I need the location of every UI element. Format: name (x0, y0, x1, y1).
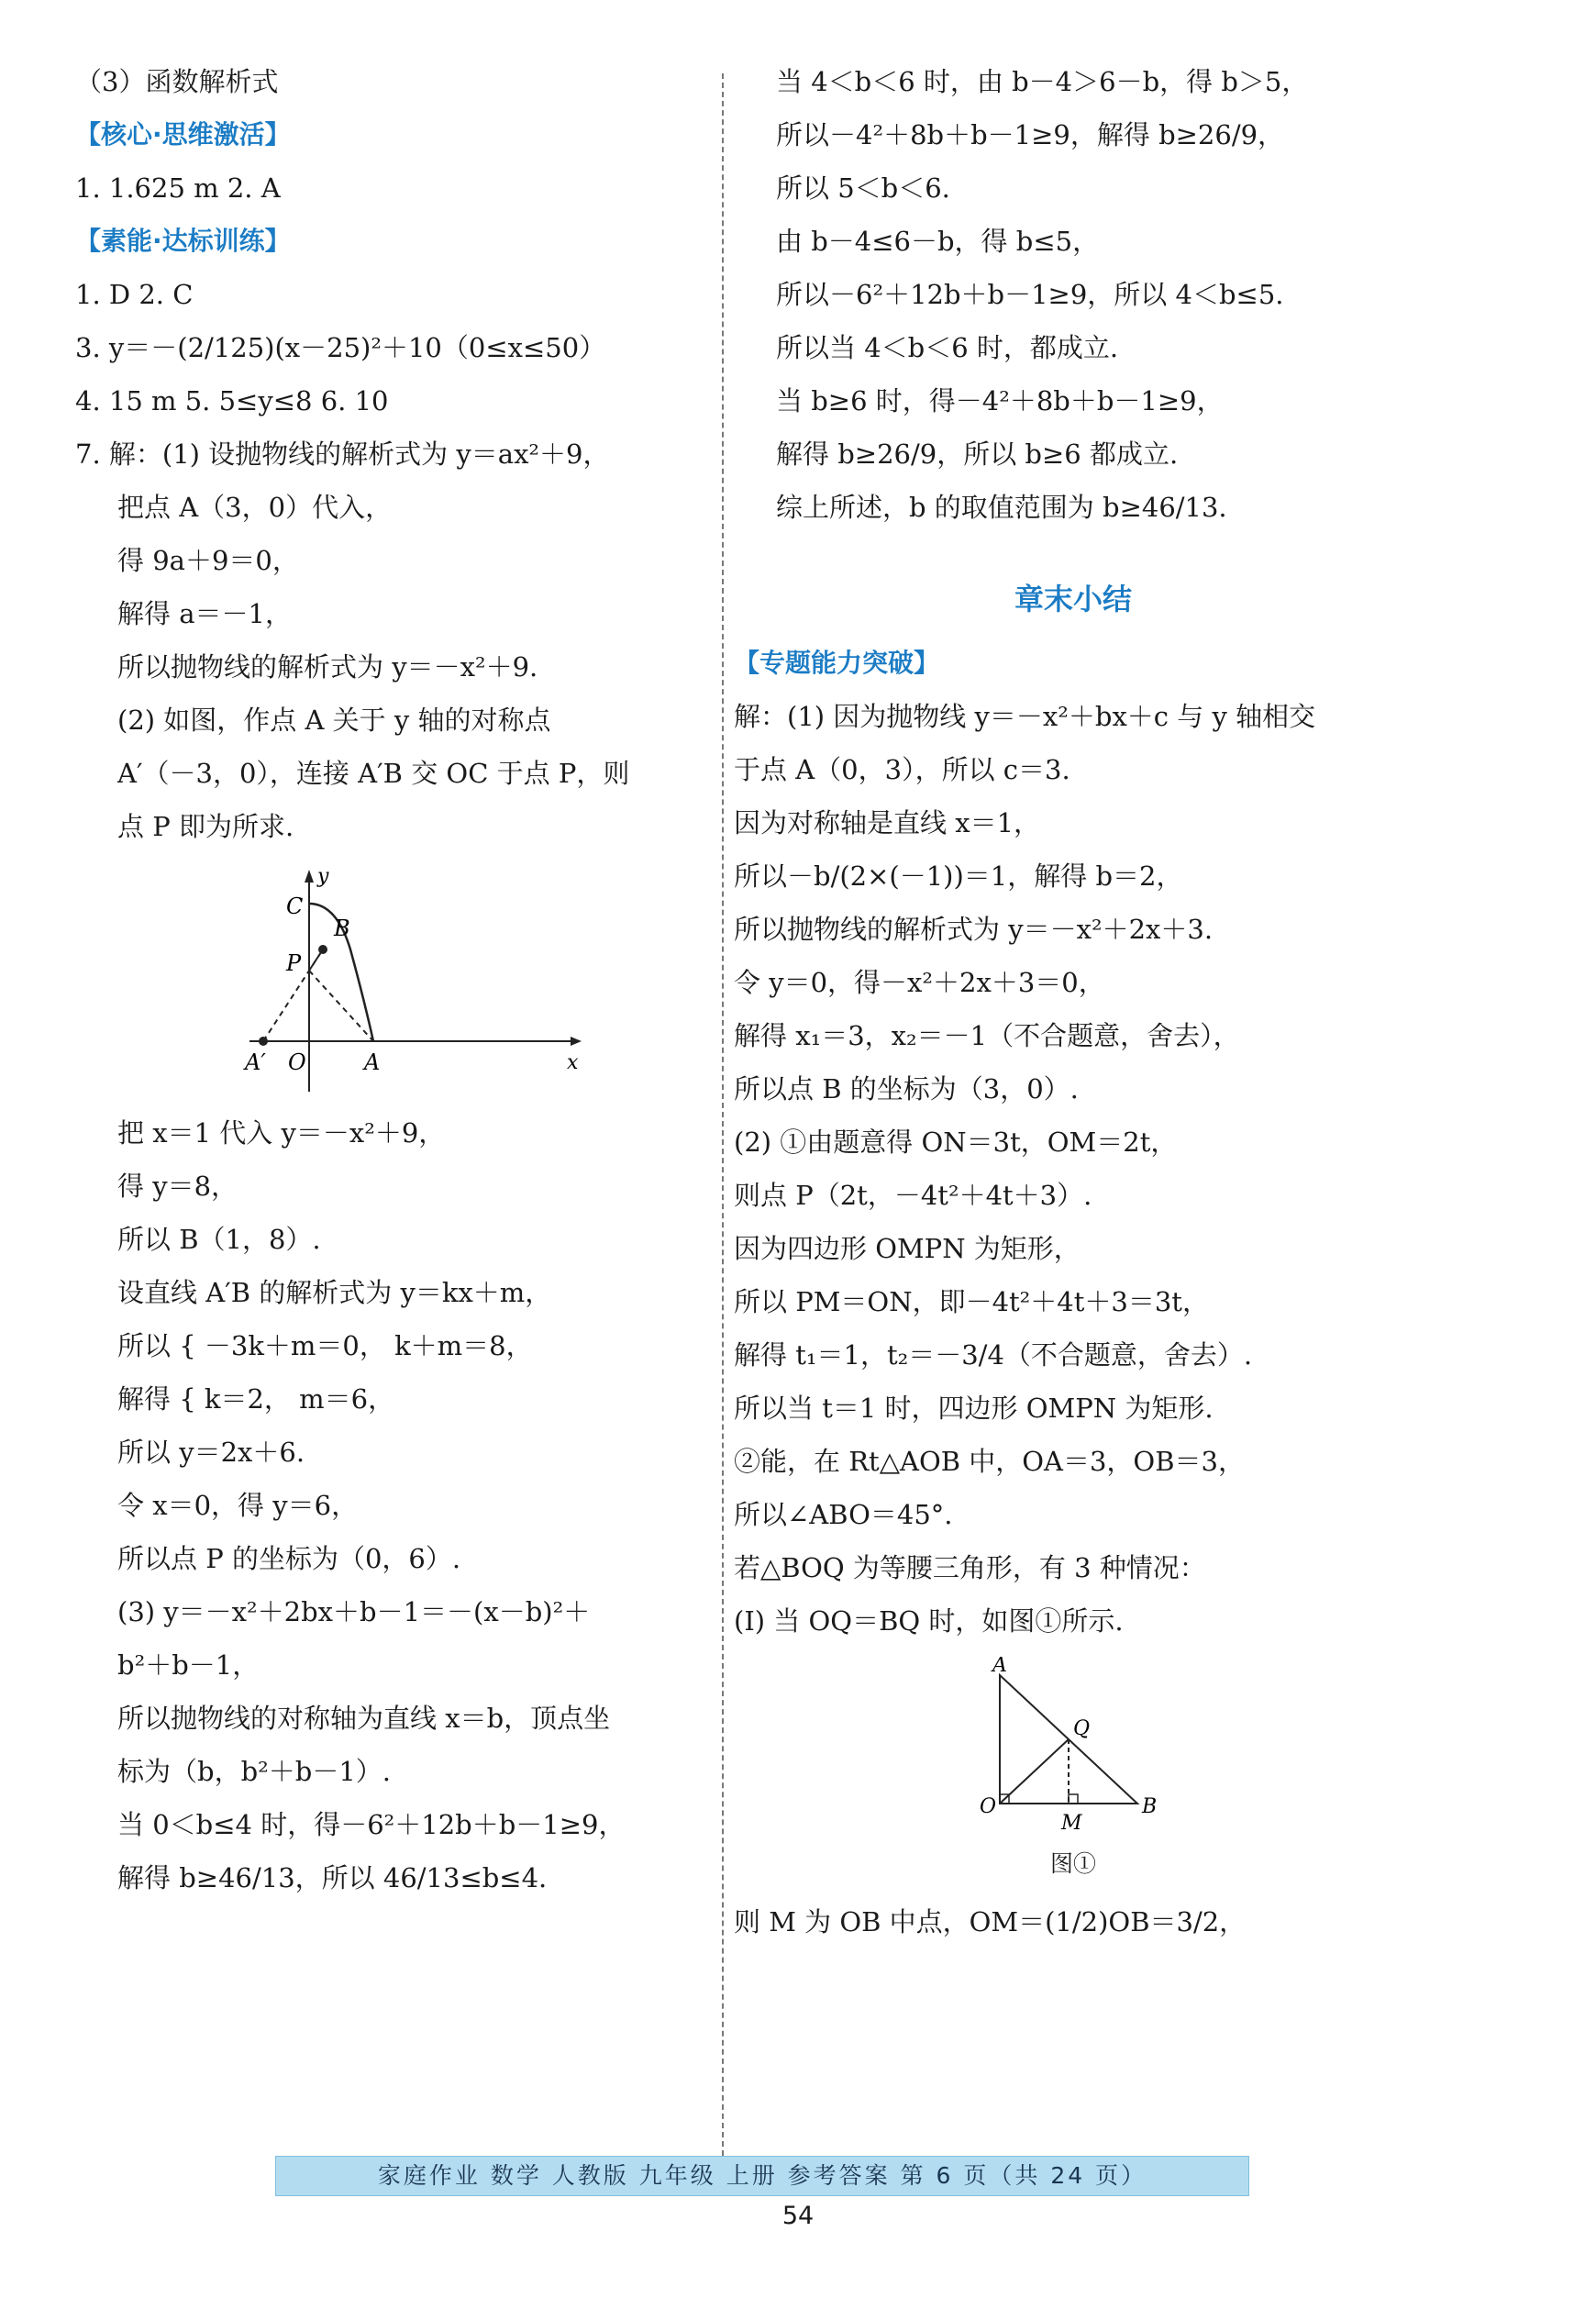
text-line: 当 0＜b≤4 时，得－6²＋12b＋b－1≥9， (117, 1809, 626, 1840)
footer-banner: 家庭作业 数学 人教版 九年级 上册 参考答案 第 6 页（共 24 页） (275, 2156, 1249, 2196)
text-line: ②能，在 Rt△AOB 中，OA＝3，OB＝3， (734, 1446, 1245, 1477)
text-line: (Ⅰ) 当 OQ＝BQ 时，如图①所示. (734, 1605, 1124, 1637)
text-line: 若△BOQ 为等腰三角形，有 3 种情况： (734, 1552, 1206, 1583)
text-line: 所以抛物线的对称轴为直线 x＝b，顶点坐 (117, 1703, 611, 1734)
text-line: 所以点 B 的坐标为（3，0）. (734, 1073, 1079, 1105)
text-line: 所以 PM＝ON，即－4t²＋4t＋3＝3t， (734, 1286, 1209, 1317)
text-line: （3）函数解析式 (75, 66, 279, 97)
text-line: 综上所述，b 的取值范围为 b≥46/13. (776, 492, 1227, 523)
text-line: 标为（b，b²＋b－1）. (117, 1756, 391, 1787)
right-text-block-2 (734, 637, 1413, 1648)
text-line: 所以点 P 的坐标为（0，6）. (117, 1543, 461, 1574)
label-o: O (288, 1049, 306, 1075)
text-line: 当 b≥6 时，得－4²＋8b＋b－1≥9， (776, 385, 1224, 416)
text-line: 所以 5＜b＜6. (776, 172, 950, 204)
text-line: 点 P 即为所求. (117, 811, 294, 842)
text-line: 当 4＜b＜6 时，由 b－4＞6－b，得 b＞5， (776, 66, 1309, 97)
text-line: 令 y＝0，得－x²＋2x＋3＝0， (734, 967, 1105, 998)
section-title: 章末小结 (1014, 582, 1132, 616)
point-b (318, 945, 327, 954)
text-line: 解得 a＝－1， (117, 598, 292, 629)
text-line: 所以当 4＜b＜6 时，都成立. (776, 332, 1119, 363)
label-m: M (1061, 1812, 1082, 1835)
text-line: 【专题能力突破】 (734, 648, 940, 678)
text-line: 于点 A（0，3），所以 c＝3. (734, 754, 1070, 785)
parabola-figure (222, 862, 699, 1101)
text-line: 解得 x₁＝3，x₂＝－1（不合题意，舍去）， (734, 1020, 1240, 1051)
label-p: P (286, 950, 302, 976)
page-number: 54 (781, 2202, 815, 2230)
text-line: 所以当 t＝1 时，四边形 OMPN 为矩形. (734, 1393, 1214, 1424)
text-line: 得 9a＋9＝0， (117, 545, 299, 576)
text-line: 由 b－4≤6－b，得 b≤5， (776, 226, 1100, 257)
text-line: 所以 B（1，8）. (117, 1224, 321, 1255)
text-line: 解得 { k＝2， m＝6， (117, 1383, 395, 1415)
left-column (75, 55, 717, 1904)
text-line: b²＋b－1， (117, 1649, 260, 1681)
x-axis-arrow-icon (571, 1037, 582, 1046)
right-column (734, 55, 1413, 1948)
text-line: 3. y＝－(2/125)(x－25)²＋10（0≤x≤50） (75, 332, 606, 363)
text-line: A′（－3，0），连接 A′B 交 OC 于点 P，则 (117, 758, 630, 789)
text-line: 所以抛物线的解析式为 y＝－x²＋9. (117, 651, 538, 683)
text-line: 得 y＝8， (117, 1171, 238, 1202)
point-a1 (259, 1037, 268, 1046)
text-line: 令 x＝0，得 y＝6， (117, 1490, 359, 1521)
text-line: 则点 P（2t，－4t²＋4t＋3）. (734, 1180, 1092, 1211)
column-divider (722, 73, 724, 2156)
text-line: 解得 b≥46/13，所以 46/13≤b≤4. (117, 1862, 548, 1893)
text-line: 解：(1) 因为抛物线 y＝－x²＋bx＋c 与 y 轴相交 (734, 701, 1316, 732)
label-a: A (992, 1657, 1007, 1677)
triangle-figure (954, 1657, 1192, 1840)
text-line: 设直线 A′B 的解析式为 y＝kx＋m， (117, 1277, 552, 1308)
text-line: 所以抛物线的解析式为 y＝－x²＋2x＋3. (734, 914, 1214, 945)
label-y: y (317, 865, 329, 888)
last-line: 则 M 为 OB 中点，OM＝(1/2)OB＝3/2， (734, 1906, 1247, 1937)
text-line: 7. 解：(1) 设抛物线的解析式为 y＝ax²＋9， (75, 439, 610, 470)
label-c: C (286, 894, 304, 919)
label-x: x (567, 1051, 579, 1074)
text-line: (2) 如图，作点 A 关于 y 轴的对称点 (117, 705, 551, 736)
label-b: B (1142, 1795, 1158, 1818)
text-line: 解得 b≥26/9，所以 b≥6 都成立. (776, 439, 1179, 470)
right-angle-mark-m (1069, 1794, 1078, 1804)
text-line: 把 x＝1 代入 y＝－x²＋9， (117, 1117, 446, 1149)
y-axis-arrow-icon (305, 870, 314, 883)
text-line: (3) y＝－x²＋2bx＋b－1＝－(x－b)²＋ (117, 1596, 591, 1627)
label-o: O (980, 1795, 997, 1818)
figure-1-wrapper (954, 1657, 1413, 1879)
text-line: 所以∠ABO＝45°. (734, 1499, 953, 1530)
text-line: 1. 1.625 m 2. A (75, 172, 281, 204)
text-line: 所以－b/(2×(－1))＝1，解得 b＝2， (734, 860, 1183, 892)
text-line: 1. D 2. C (75, 279, 194, 310)
text-line: 因为对称轴是直线 x＝1， (734, 807, 1041, 838)
text-line: 所以 y＝2x＋6. (117, 1437, 305, 1468)
label-q: Q (1073, 1717, 1091, 1740)
left-text-block-1 (75, 55, 717, 853)
left-text-block-2 (75, 1106, 717, 1904)
label-a: A (364, 1049, 381, 1075)
dashed-line-p-a (309, 971, 373, 1041)
text-line: (2) ①由题意得 ON＝3t，OM＝2t， (734, 1127, 1178, 1158)
text-line: 【素能·达标训练】 (75, 226, 291, 256)
text-line: 所以－6²＋12b＋b－1≥9，所以 4＜b≤5. (776, 279, 1284, 310)
text-line: 所以－4²＋8b＋b－1≥9，解得 b≥26/9， (776, 119, 1285, 150)
text-line: 【核心·思维激活】 (75, 119, 291, 150)
text-line: 所以 { －3k＋m＝0， k＋m＝8， (117, 1330, 533, 1361)
figure-caption: 图① (1049, 1850, 1096, 1877)
label-a1: A′ (245, 1049, 266, 1075)
text-line: 解得 t₁＝1，t₂＝－3/4（不合题意，舍去）. (734, 1339, 1253, 1371)
text-line: 把点 A（3，0）代入， (117, 492, 393, 523)
text-line: 4. 15 m 5. 5≤y≤8 6. 10 (75, 385, 389, 416)
segment-o-q (1000, 1739, 1069, 1804)
right-text-block-1 (734, 55, 1413, 534)
text-line: 因为四边形 OMPN 为矩形， (734, 1233, 1081, 1264)
label-b: B (334, 916, 350, 941)
